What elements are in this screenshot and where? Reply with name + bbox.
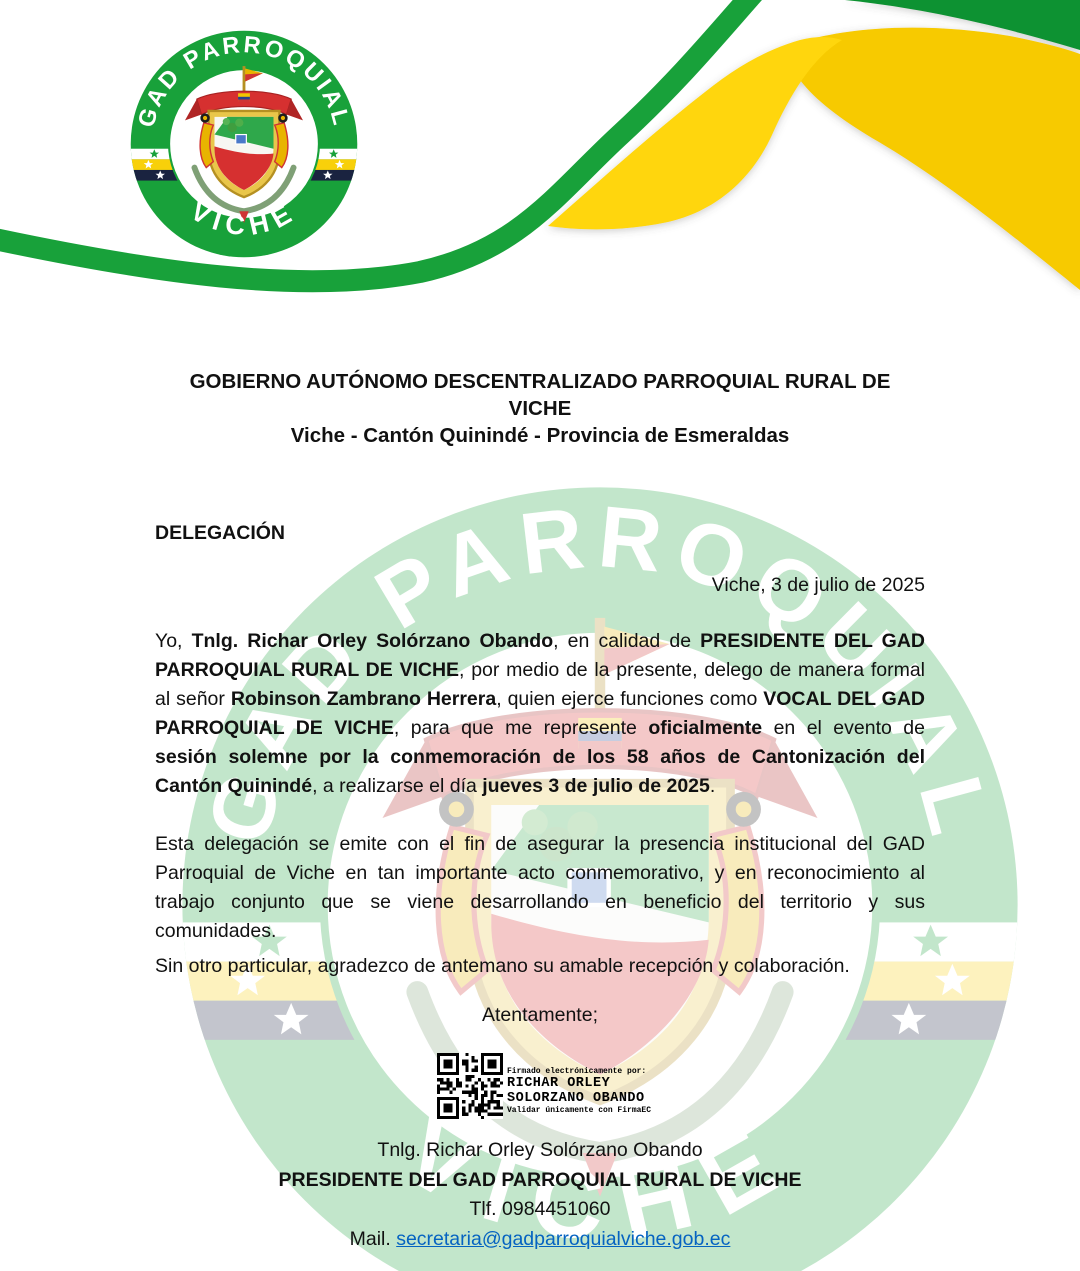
org-title-line2: VICHE	[508, 397, 572, 420]
date-line: Viche, 3 de julio de 2025	[711, 574, 925, 596]
mail-link[interactable]: secretaria@gadparroquialviche.gob.ec	[396, 1227, 731, 1250]
closing-line: Atentamente;	[482, 1004, 598, 1026]
org-subtitle: Viche - Cantón Quinindé - Provincia de Esmeraldas	[290, 424, 790, 447]
stamp-signer-name-line2: SOLORZANO OBANDO	[507, 1091, 645, 1106]
stamp-line-signed-by: Firmado electrónicamente por:	[507, 1067, 647, 1076]
signer-title: PRESIDENTE DEL GAD PARROQUIAL RURAL DE VICHE	[278, 1168, 802, 1191]
stamp-signer-name-line1: RICHAR ORLEY	[507, 1076, 611, 1091]
mail-label: Mail.	[349, 1227, 397, 1250]
qr-code	[437, 1053, 503, 1119]
org-seal-logo	[126, 26, 362, 262]
yellow-ribbon-back-shape	[795, 28, 1080, 290]
signer-name: Tnlg. Richar Orley Solórzano Obando	[377, 1139, 703, 1161]
doc-heading: DELEGACIÓN	[155, 522, 286, 544]
signature-stamp	[437, 1053, 651, 1119]
stamp-text	[507, 1053, 651, 1115]
letterhead	[155, 368, 925, 449]
paragraph-farewell: Sin otro particular, agradezco de antemano su amable recepción y colaboración.	[155, 955, 850, 977]
paragraph-purpose: Esta delegación se emite con el fin de asegurar la presencia institucional del GAD Parroquial de Viche en tan importante acto conmemorativo, y en reconocimiento al trabajo conjunto que se viene desarrollando en beneficio del territorio y sus comunidades.	[155, 833, 925, 942]
signer-phone: Tlf. 0984451060	[469, 1198, 611, 1220]
signer-mail-line	[155, 1225, 925, 1255]
stamp-line-validate: Validar únicamente con FirmaEC	[507, 1106, 652, 1115]
signature-block	[155, 1136, 925, 1254]
paragraph-delegation: Yo, Tnlg. Richar Orley Solórzano Obando, en calidad de PRESIDENTE DEL GAD PARROQUIAL RURAL DE VICHE, por medio de la presente, delego de manera formal al señor Robinson Zambrano Herrera, quien ejerce funciones como VOCAL DEL GAD PARROQUIAL DE VICHE, para que me represente oficialmente en el evento de sesión solemne por la conmemoración de los 58 años de Cantonización del Cantón Quinindé, a realizarse el día jueves 3 de julio de 2025.	[155, 630, 926, 797]
org-title-line1: GOBIERNO AUTÓNOMO DESCENTRALIZADO PARROQUIAL RURAL DE	[189, 370, 891, 393]
